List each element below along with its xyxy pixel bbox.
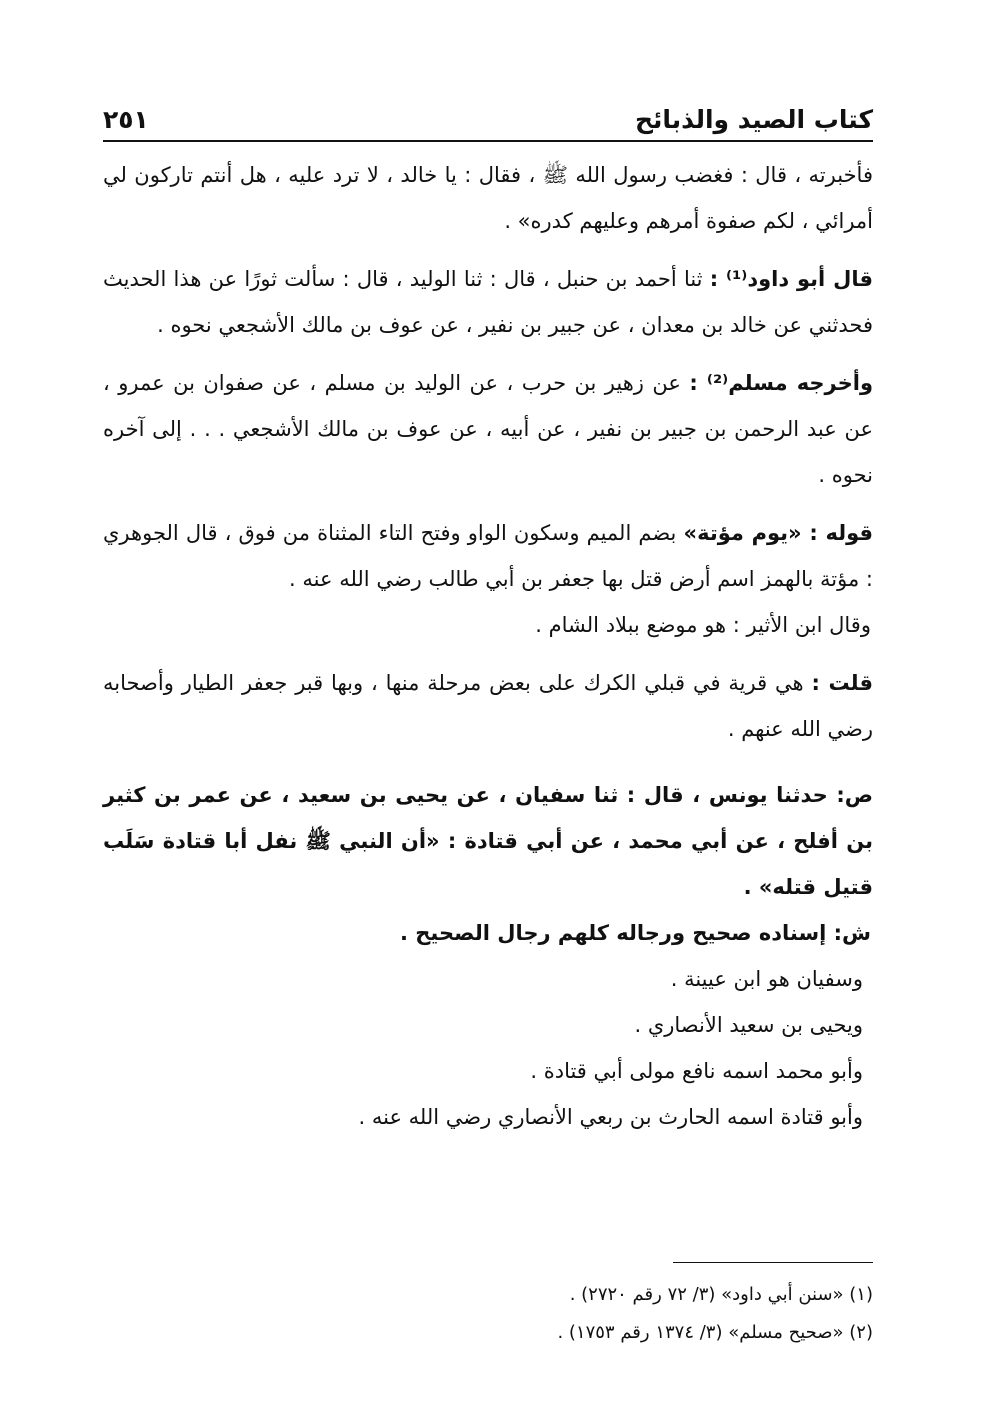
paragraph-muslim <box>103 360 873 498</box>
footnote-2: (٢) «صحيح مسلم» (٣/ ١٣٧٤ رقم ١٧٥٣) . <box>557 1322 873 1343</box>
paragraph-ibn-athir: وقال ابن الأثير : هو موضع ببلاد الشام . <box>535 613 871 637</box>
chapter-title: كتاب الصيد والذبائح <box>634 105 873 134</box>
abu-dawud-text: ثنا أحمد بن حنبل ، قال : ثنا الوليد ، قال : سألت ثورًا عن هذا الحديث فحدثني عن خالد بن معدان ، عن جبير بن نفير ، عن عوف بن مالك الأشجعي نحوه . <box>103 267 873 337</box>
footnotes <box>103 1276 873 1352</box>
note-abu-muhammad: وأبو محمد اسمه نافع مولى أبي قتادة . <box>530 1059 863 1083</box>
qultu-lead: قلت : <box>811 671 873 695</box>
qultu-text: هي قرية في قبلي الكرك على بعض مرحلة منها ، وبها قبر جعفر الطيار وأصحابه رضي الله عنهم . <box>103 671 873 741</box>
footnote-divider <box>673 1262 873 1263</box>
footnote-1: (١) «سنن أبي داود» (٣/ ٧٢ رقم ٢٧٢٠) . <box>569 1284 873 1305</box>
running-header <box>103 88 873 142</box>
paragraph-shin: ش: إسناده صحيح ورجاله كلهم رجال الصحيح . <box>400 921 871 945</box>
paragraph-mutah <box>103 510 873 602</box>
paragraph-hadith-end: فأخبرته ، قال : فغضب رسول الله ﷺ ، فقال : يا خالد ، لا ترد عليه ، هل أنتم تاركون لي أمرائي ، لكم صفوة أمرهم وعليهم كدره» . <box>103 163 873 233</box>
muslim-lead: وأخرجه مسلم⁽²⁾ : <box>689 371 874 395</box>
mutah-text: بضم الميم وسكون الواو وفتح التاء المثناة من فوق ، قال الجوهري : مؤتة بالهمز اسم أرض قتل بها جعفر بن أبي طالب رضي الله عنه . <box>103 521 873 591</box>
paragraph-abu-dawud <box>103 256 873 348</box>
page-number: ٢٥١ <box>103 105 149 134</box>
mutah-lead: قوله : «يوم مؤتة» <box>683 521 874 545</box>
note-abu-qatada: وأبو قتادة اسمه الحارث بن ربعي الأنصاري رضي الله عنه . <box>358 1105 863 1129</box>
main-text <box>103 152 873 1140</box>
note-sufyan: وسفيان هو ابن عيينة . <box>670 967 863 991</box>
paragraph-qultu <box>103 660 873 752</box>
paragraph-sad: ص: حدثنا يونس ، قال : ثنا سفيان ، عن يحيى بن سعيد ، عن عمر بن كثير بن أفلح ، عن أبي محمد ، عن أبي قتادة : «أن النبي ﷺ نفل أبا قتادة سَلَب قتيل قتله» . <box>103 783 873 899</box>
abu-dawud-lead: قال أبو داود⁽¹⁾ : <box>709 267 873 291</box>
note-yahya: ويحيى بن سعيد الأنصاري . <box>634 1013 863 1037</box>
muslim-text: عن زهير بن حرب ، عن الوليد بن مسلم ، عن صفوان بن عمرو ، عن عبد الرحمن بن جبير بن نفير ، عن أبيه ، عن عوف بن مالك الأشجعي . . . إلى آخره نحوه . <box>103 371 873 487</box>
